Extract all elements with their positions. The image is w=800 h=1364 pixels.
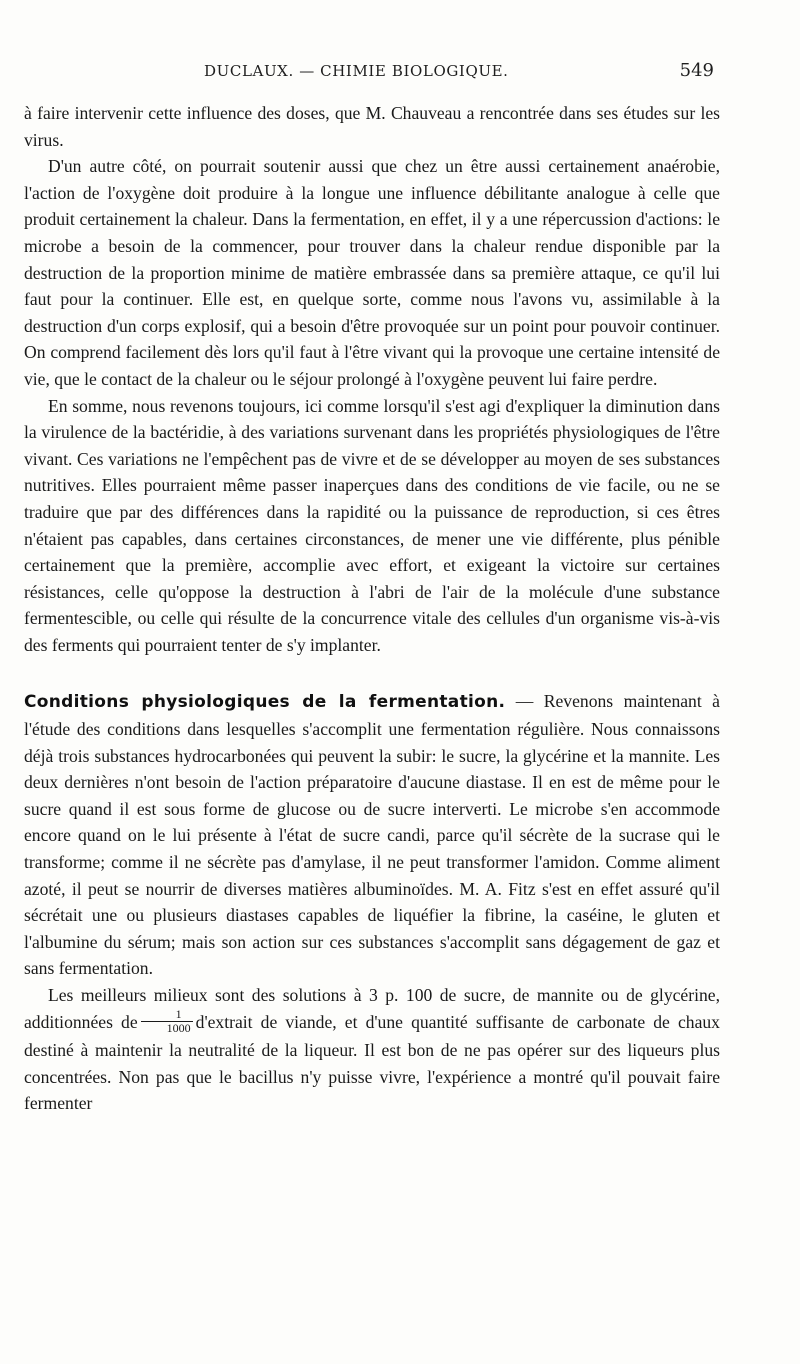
paragraph-1: à faire intervenir cette influence des doses, que M. Chauveau a rencontrée dans ses études sur les virus. (24, 103, 720, 150)
paragraph-5-end: d'extrait de viande, et d'une quantité suffisante de carbonate de chaux destiné à maintenir la neutralité de la liqueur. Il est bon de ne pas opérer sur des liqueurs plus concentrées. Non pas que le bacillus n'y puisse vivre, l'expérience a montré qu'il pouvait faire fermenter (24, 1011, 720, 1114)
section-title: Conditions physiologiques de la fermentation. (24, 692, 506, 713)
body-text (24, 100, 720, 1117)
fraction (141, 1008, 193, 1035)
page-header (24, 60, 720, 86)
paragraph-3: En somme, nous revenons toujours, ici comme lorsqu'il s'est agi d'expliquer la diminution dans la virulence de la bactéridie, à des variations survenant dans les propriétés physiologiques de l'être vivant. Ces variations ne l'empêchent pas de vivre et de se développer au moyen de ses substances nutritives. Elles pourraient même passer inaperçues dans des conditions de vie facile, ou ne se traduire que par des différences dans la rapidité ou la puissance de reproduction, si ces êtres n'étaient pas capables, dans certaines circonstances, de mener une vie différente, plus pénible certainement que la première, accomplie avec effort, et exigeant la victoire sur certaines résistances, celle qu'oppose la destruction à l'abri de l'air de la molécule d'une substance fermentescible, ou celle qui résulte de la concurrence vitale des cellules d'un organisme vis-à-vis des ferments qui pourraient tenter de s'y implanter. (24, 395, 720, 655)
running-head: DUCLAUX. — CHIMIE BIOLOGIQUE. (204, 62, 509, 80)
paragraph-5-start: Les meilleurs milieux sont des solutions à 3 p. 100 de sucre, de mannite ou de glycérine, additionnées de (24, 985, 720, 1032)
page-number: 549 (679, 60, 714, 81)
paragraph-4 (24, 688, 720, 982)
paragraph-5 (24, 982, 720, 1117)
paragraph-2: D'un autre côté, on pourrait soutenir aussi que chez un être aussi certainement anaérobie, l'action de l'oxygène doit produire à la longue une influence débilitante analogue à celle que produit certainement la chaleur. Dans la fermentation, en effet, il y a une répercussion d'actions: le microbe a besoin de la commencer, pour trouver dans la chaleur rendue disponible par la destruction de la proportion minime de matière embrassée dans sa première attaque, ce qu'il lui faut pour la continuer. Elle est, en quelque sorte, comme nous l'avons vu, assimilable à la destruction d'un corps explosif, qui a besoin d'être provoquée sur un point pour pouvoir continuer. On comprend facilement dès lors qu'il faut à l'être vivant qui la provoque une certaine intensité de vie, que le contact de la chaleur ou le séjour prolongé à l'oxygène peuvent lui faire perdre. (24, 156, 720, 389)
paragraph-4-text: — Revenons maintenant à l'étude des conditions dans lesquelles s'accomplit une fermentation régulière. Nous connaissons déjà trois substances hydrocarbonées qui peuvent la subir: le sucre, la glycérine et la mannite. Les deux dernières n'ont besoin de l'action préparatoire d'aucune diastase. Il en est de même pour le sucre quand il est sous forme de glucose ou de sucre interverti. Le microbe s'en accommode encore quand on le lui présente à l'état de sucre candi, parce qu'il sécrète de la sucrase qui le transforme; comme il ne sécrète pas d'amylase, il ne peut transformer l'amidon. Comme aliment azoté, il peut se nourrir de diverses matières albuminoïdes. M. A. Fitz s'est en effet assuré qu'il sécrétait une ou plusieurs diastases capables de liquéfier la fibrine, la caséine, le gluten et l'albumine du sérum; mais son action sur ces substances s'accomplit sans dégagement de gaz et sans fermentation. (24, 691, 720, 979)
fraction-numerator: 1 (141, 1008, 193, 1022)
fraction-denominator: 1000 (166, 1021, 191, 1036)
